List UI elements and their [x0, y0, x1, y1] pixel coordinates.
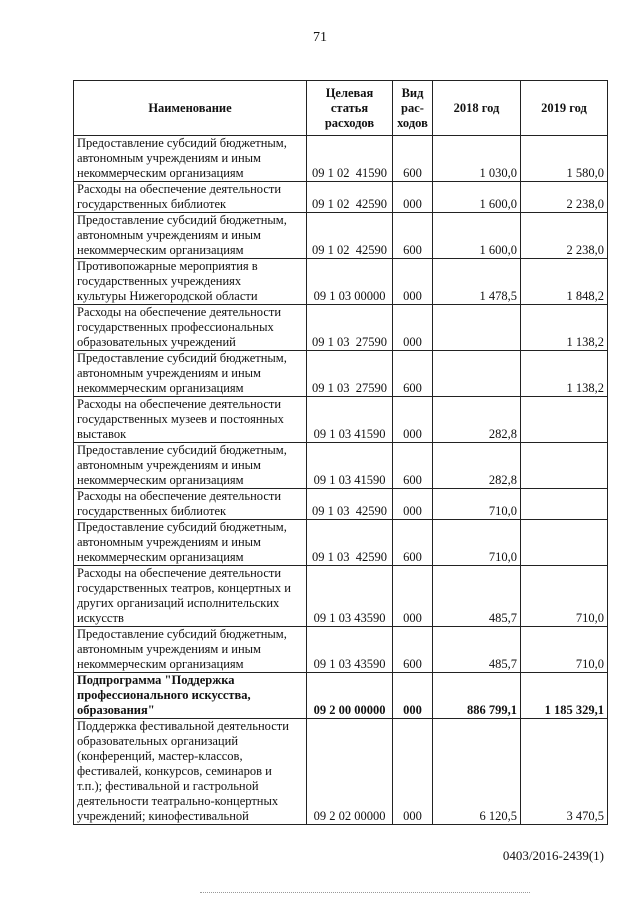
row-amount-2018: 282,8 — [433, 397, 521, 443]
row-amount-2019 — [521, 520, 608, 566]
row-expense-type: 000 — [393, 397, 433, 443]
row-expense-type: 600 — [393, 213, 433, 259]
row-amount-2019: 1 185 329,1 — [521, 673, 608, 719]
header-vid: Вид рас- ходов — [393, 81, 433, 136]
row-name: Предоставление субсидий бюджетным, автономным учреждениям и иным некоммерческим организациям — [74, 443, 307, 489]
row-name: Поддержка фестивальной деятельности образовательных организаций (конференций, мастер-классов, фестивалей, конкурсов, семинаров и т.п.); фестивальной и гастрольной деятельности театрально-концертных учреждений; кинофестивальной — [74, 719, 307, 825]
row-amount-2019: 710,0 — [521, 627, 608, 673]
row-amount-2018: 886 799,1 — [433, 673, 521, 719]
row-expense-type: 000 — [393, 259, 433, 305]
row-name: Противопожарные мероприятия в государственных учреждениях культуры Нижегородской области — [74, 259, 307, 305]
row-name: Предоставление субсидий бюджетным, автономным учреждениям и иным некоммерческим организациям — [74, 520, 307, 566]
table-row — [74, 259, 608, 305]
row-amount-2019: 710,0 — [521, 566, 608, 627]
header-2018: 2018 год — [433, 81, 521, 136]
row-name: Расходы на обеспечение деятельности государственных библиотек — [74, 182, 307, 213]
row-amount-2018: 485,7 — [433, 566, 521, 627]
table-row — [74, 351, 608, 397]
row-amount-2018: 710,0 — [433, 520, 521, 566]
row-expense-type: 000 — [393, 489, 433, 520]
row-amount-2019 — [521, 489, 608, 520]
table-row — [74, 397, 608, 443]
row-expense-type: 600 — [393, 627, 433, 673]
row-name: Подпрограмма "Поддержка профессионального искусства, образования" — [74, 673, 307, 719]
row-amount-2018: 1 600,0 — [433, 213, 521, 259]
row-expense-type: 000 — [393, 182, 433, 213]
row-amount-2019: 3 470,5 — [521, 719, 608, 825]
table-row — [74, 489, 608, 520]
row-amount-2019 — [521, 443, 608, 489]
row-amount-2018: 1 600,0 — [433, 182, 521, 213]
row-expense-type: 600 — [393, 351, 433, 397]
row-target-code: 09 1 03 42590 — [307, 489, 393, 520]
table-row — [74, 305, 608, 351]
header-name: Наименование — [74, 81, 307, 136]
table-row — [74, 566, 608, 627]
row-name: Предоставление субсидий бюджетным, автономным учреждениям и иным некоммерческим организациям — [74, 627, 307, 673]
row-target-code: 09 1 02 42590 — [307, 213, 393, 259]
row-amount-2018 — [433, 351, 521, 397]
table-row — [74, 136, 608, 182]
row-target-code: 09 1 03 43590 — [307, 627, 393, 673]
table-row — [74, 520, 608, 566]
row-amount-2018: 1 030,0 — [433, 136, 521, 182]
header-target: Целевая статья расходов — [307, 81, 393, 136]
row-amount-2018: 282,8 — [433, 443, 521, 489]
budget-table — [73, 80, 608, 825]
row-target-code: 09 1 02 41590 — [307, 136, 393, 182]
row-name: Предоставление субсидий бюджетным, автономным учреждениям и иным некоммерческим организациям — [74, 136, 307, 182]
row-expense-type: 600 — [393, 136, 433, 182]
row-expense-type: 000 — [393, 673, 433, 719]
row-name: Предоставление субсидий бюджетным, автономным учреждениям и иным некоммерческим организациям — [74, 213, 307, 259]
row-target-code: 09 1 03 27590 — [307, 351, 393, 397]
row-target-code: 09 1 03 42590 — [307, 520, 393, 566]
row-name: Предоставление субсидий бюджетным, автономным учреждениям и иным некоммерческим организациям — [74, 351, 307, 397]
table-row — [74, 213, 608, 259]
row-amount-2018: 6 120,5 — [433, 719, 521, 825]
row-amount-2019: 1 580,0 — [521, 136, 608, 182]
scan-artifact-line — [200, 892, 530, 894]
row-target-code: 09 1 03 43590 — [307, 566, 393, 627]
table-row — [74, 443, 608, 489]
row-target-code: 09 1 03 41590 — [307, 443, 393, 489]
row-amount-2018: 485,7 — [433, 627, 521, 673]
header-2019: 2019 год — [521, 81, 608, 136]
table-header-row — [74, 81, 608, 136]
row-amount-2018: 1 478,5 — [433, 259, 521, 305]
row-target-code: 09 2 02 00000 — [307, 719, 393, 825]
row-target-code: 09 1 03 41590 — [307, 397, 393, 443]
document-code: 0403/2016-2439(1) — [502, 848, 604, 863]
row-amount-2019: 1 138,2 — [521, 305, 608, 351]
table-row — [74, 673, 608, 719]
row-target-code: 09 1 03 27590 — [307, 305, 393, 351]
table-row — [74, 719, 608, 825]
row-target-code: 09 1 03 00000 — [307, 259, 393, 305]
row-expense-type: 600 — [393, 443, 433, 489]
row-amount-2018 — [433, 305, 521, 351]
row-expense-type: 000 — [393, 305, 433, 351]
row-name: Расходы на обеспечение деятельности государственных театров, концертных и других организаций исполнительских искусств — [74, 566, 307, 627]
table-row — [74, 182, 608, 213]
row-target-code: 09 1 02 42590 — [307, 182, 393, 213]
row-amount-2019: 1 138,2 — [521, 351, 608, 397]
table-row — [74, 627, 608, 673]
row-name: Расходы на обеспечение деятельности государственных музеев и постоянных выставок — [74, 397, 307, 443]
row-expense-type: 000 — [393, 566, 433, 627]
row-name: Расходы на обеспечение деятельности государственных профессиональных образовательных учреждений — [74, 305, 307, 351]
row-name: Расходы на обеспечение деятельности государственных библиотек — [74, 489, 307, 520]
row-target-code: 09 2 00 00000 — [307, 673, 393, 719]
row-expense-type: 000 — [393, 719, 433, 825]
row-amount-2019: 2 238,0 — [521, 213, 608, 259]
row-amount-2019: 1 848,2 — [521, 259, 608, 305]
row-expense-type: 600 — [393, 520, 433, 566]
row-amount-2018: 710,0 — [433, 489, 521, 520]
row-amount-2019 — [521, 397, 608, 443]
row-amount-2019: 2 238,0 — [521, 182, 608, 213]
page-number: 71 — [313, 30, 327, 45]
